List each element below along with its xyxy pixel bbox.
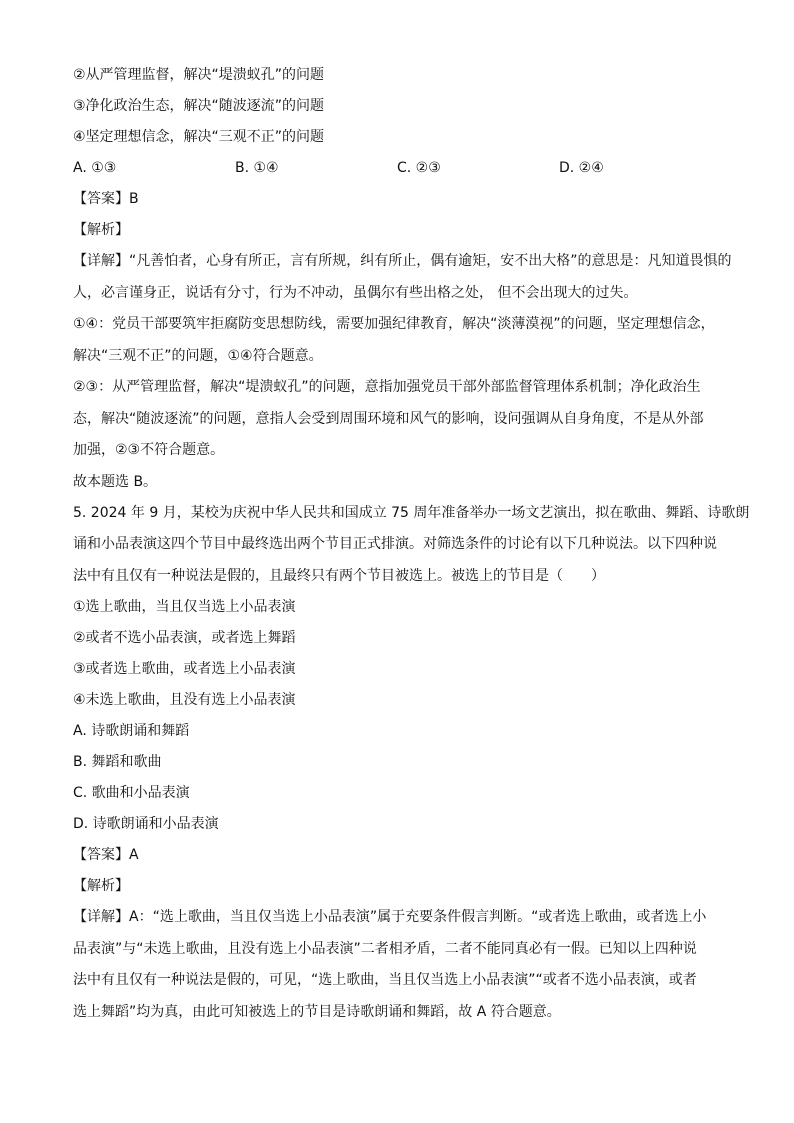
option-d: D. 诗歌朗诵和小品表演 bbox=[73, 816, 219, 832]
detail-line bbox=[73, 906, 733, 938]
detail-line: 品表演”与“未选上歌曲，且没有选上小品表演”二者相矛盾，二者不能同真必有一假。已知以上四种说 bbox=[73, 940, 697, 957]
paragraph-line: 态，解决“随波逐流”的问题，意指人会受到周围环境和风气的影响，设问强调从自身角度，不是从外部 bbox=[73, 410, 704, 427]
paragraph-line: 解决“三观不正”的问题，①④符合题意。 bbox=[73, 347, 323, 364]
stem-line: 诵和小品表演这四个节目中最终选出两个节目正式排演。对筛选条件的讨论有以下几种说法。以下四种说 bbox=[73, 536, 717, 552]
detail-text: “凡善怕者，心身有所正，言有所规，纠有所止，偶有逾矩，安不出大格”的意思是：凡知道畏惧的 bbox=[129, 253, 732, 269]
document-page bbox=[73, 64, 750, 1032]
question-5-stem bbox=[73, 502, 750, 597]
option-a: A. ①③ bbox=[73, 160, 117, 176]
answer-value: B bbox=[129, 191, 139, 207]
point-14-paragraph bbox=[73, 313, 733, 376]
statement-item-3: ③或者选上歌曲，或者选上小品表演 bbox=[73, 661, 296, 677]
answer-line bbox=[73, 188, 733, 219]
answer-value: A bbox=[129, 847, 139, 863]
answer-options bbox=[73, 157, 733, 188]
detail-line: 法中有且仅有一种说法是假的，可见，“选上歌曲，当且仅当选上小品表演”“或者不选小品表演，或者 bbox=[73, 972, 697, 988]
analysis-label: 【解析】 bbox=[73, 878, 129, 894]
conclusion: 故本题选 B。 bbox=[73, 473, 158, 490]
detail-text: A：“选上歌曲，当且仅当选上小品表演”属于充要条件假言判断。“或者选上歌曲，或者选上小 bbox=[129, 909, 707, 925]
paragraph-line: ①④：党员干部要筑牢拒腐防变思想防线，需要加强纪律教育，解决“淡薄漠视”的问题，坚定理想信念， bbox=[73, 316, 715, 332]
point-23-paragraph bbox=[73, 376, 733, 471]
detail-line: 选上舞蹈”均为真，由此可知被选上的节目是诗歌朗诵和舞蹈，故 A 符合题意。 bbox=[73, 1003, 561, 1020]
answer-label: 【答案】 bbox=[73, 847, 129, 863]
detail-paragraph bbox=[73, 250, 733, 313]
option-d: D. ②④ bbox=[559, 160, 604, 176]
answer-line bbox=[73, 844, 733, 875]
option-b: B. ①④ bbox=[235, 160, 279, 176]
statement-item-3: ③净化政治生态，解决“随波逐流”的问题 bbox=[73, 98, 325, 114]
statement-item-1: ①选上歌曲，当且仅当选上小品表演 bbox=[73, 599, 296, 615]
statement-item-4: ④未选上歌曲，且没有选上小品表演 bbox=[73, 692, 296, 708]
detail-line: 人，必言谨身正，说话有分寸，行为不冲动，虽偶尔有些出格之处， 但不会出现大的过失。 bbox=[73, 284, 638, 301]
detail-line bbox=[73, 250, 733, 282]
detail-paragraph bbox=[73, 906, 733, 1032]
option-b: B. 舞蹈和歌曲 bbox=[73, 754, 162, 770]
option-c: C. ②③ bbox=[397, 160, 441, 176]
stem-line: 5. 2024 年 9 月，某校为庆祝中华人民共和国成立 75 周年准备举办一场文艺演出，拟在歌曲、舞蹈、诗歌朗 bbox=[73, 504, 750, 521]
paragraph-line: 加强，②③不符合题意。 bbox=[73, 442, 225, 458]
paragraph-line: ②③：从严管理监督，解决“堤溃蚁孔”的问题，意指加强党员干部外部监督管理体系机制；净化政治生 bbox=[73, 379, 701, 395]
option-c: C. 歌曲和小品表演 bbox=[73, 785, 190, 801]
stem-line: 法中有且仅有一种说法是假的，且最终只有两个节目被选上。被选上的节目是（ ） bbox=[73, 567, 605, 584]
detail-label: 【详解】 bbox=[73, 909, 129, 925]
statement-item-2: ②或者不选小品表演，或者选上舞蹈 bbox=[73, 630, 296, 646]
option-a: A. 诗歌朗诵和舞蹈 bbox=[73, 723, 190, 739]
analysis-label: 【解析】 bbox=[73, 222, 129, 238]
statement-item-4: ④坚定理想信念，解决“三观不正”的问题 bbox=[73, 129, 325, 145]
answer-label: 【答案】 bbox=[73, 191, 129, 207]
detail-label: 【详解】 bbox=[73, 253, 129, 269]
statement-item-2: ②从严管理监督，解决“堤溃蚁孔”的问题 bbox=[73, 67, 325, 83]
